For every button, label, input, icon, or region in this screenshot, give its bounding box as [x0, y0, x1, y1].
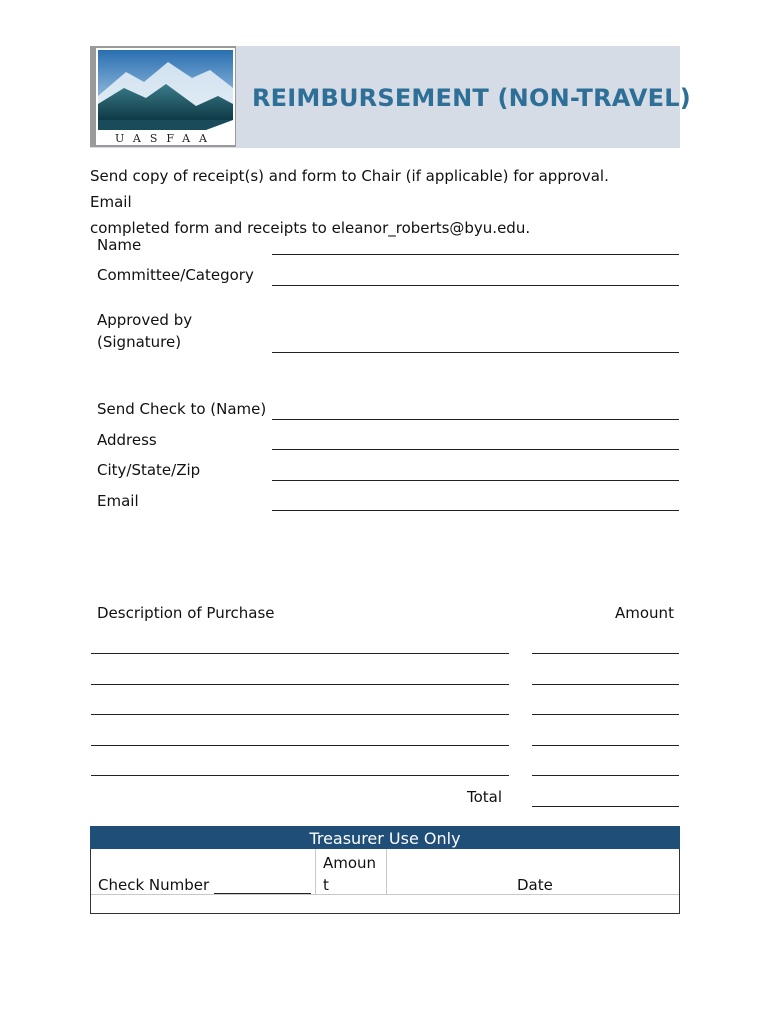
signature-field[interactable]	[272, 352, 679, 353]
amount-field-4[interactable]	[532, 745, 679, 746]
amount-field-2[interactable]	[532, 684, 679, 685]
committee-field[interactable]	[272, 285, 679, 286]
instructions-line-2: completed form and receipts to eleanor_roberts@byu.edu.	[90, 219, 531, 237]
amount-field-3[interactable]	[532, 714, 679, 715]
total-field[interactable]	[532, 806, 679, 807]
logo-panel	[96, 48, 235, 145]
treasurer-amount-label-line-1: Amoun	[323, 854, 377, 872]
description-field-3[interactable]	[91, 714, 509, 715]
instructions	[90, 163, 650, 241]
send-check-field[interactable]	[272, 419, 679, 420]
treasurer-divider-2	[386, 849, 387, 894]
address-label: Address	[97, 431, 157, 449]
email-label: Email	[97, 492, 139, 510]
description-header: Description of Purchase	[97, 604, 275, 622]
name-label: Name	[97, 236, 142, 254]
check-number-label: Check Number	[98, 876, 210, 894]
committee-label: Committee/Category	[97, 266, 254, 284]
description-field-4[interactable]	[91, 745, 509, 746]
check-number-field[interactable]	[214, 893, 311, 894]
svg-text:UASFAA: UASFAA	[115, 132, 216, 145]
total-label: Total	[467, 788, 503, 806]
amount-header: Amount	[615, 604, 674, 622]
treasurer-divider-1	[315, 849, 316, 894]
instructions-line-1: Send copy of receipt(s) and form to Chair (if applicable) for approval. Email	[90, 167, 609, 211]
email-field[interactable]	[272, 510, 679, 511]
description-field-5[interactable]	[91, 775, 509, 776]
description-field-1[interactable]	[91, 653, 509, 654]
city-state-zip-label: City/State/Zip	[97, 461, 201, 479]
name-field[interactable]	[272, 254, 679, 255]
treasurer-title: Treasurer Use Only	[309, 829, 461, 848]
date-label: Date	[517, 876, 553, 894]
signature-label: (Signature)	[97, 333, 182, 351]
page-title: REIMBURSEMENT (NON-TRAVEL)	[252, 84, 691, 112]
amount-field-1[interactable]	[532, 653, 679, 654]
city-state-zip-field[interactable]	[272, 480, 679, 481]
approved-by-label: Approved by	[97, 311, 193, 329]
mountain-logo-icon	[96, 48, 235, 145]
amount-field-5[interactable]	[532, 775, 679, 776]
treasurer-row-divider	[91, 894, 679, 895]
description-field-2[interactable]	[91, 684, 509, 685]
treasurer-amount-label-line-2: t	[323, 876, 329, 894]
send-check-label: Send Check to (Name)	[97, 400, 267, 418]
address-field[interactable]	[272, 449, 679, 450]
